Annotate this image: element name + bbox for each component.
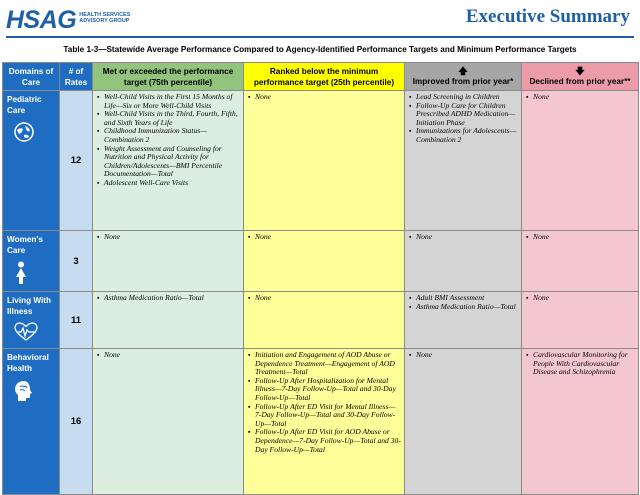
measure-list bbox=[522, 91, 638, 104]
measure-list bbox=[405, 231, 521, 244]
measure-list bbox=[405, 349, 521, 362]
measure-list bbox=[93, 349, 243, 362]
measure-list bbox=[405, 91, 521, 147]
measure-item: ▪ None bbox=[97, 351, 240, 360]
header-below-minimum: Ranked below the minimum performance target (25th percentile) bbox=[244, 63, 405, 91]
measure-item: ▪ Lead Screening in Children bbox=[409, 93, 518, 102]
header-domains: Domains of Care bbox=[3, 63, 60, 91]
logo-tagline-line-2: ADVISORY GROUP bbox=[79, 18, 130, 24]
measure-item: ▪ None bbox=[409, 351, 518, 360]
table-row bbox=[3, 349, 639, 495]
performance-table bbox=[2, 62, 639, 495]
improved-cell bbox=[405, 292, 522, 349]
logo-wordmark: HSAG bbox=[6, 6, 77, 34]
brain-icon bbox=[13, 379, 55, 406]
measure-list bbox=[244, 231, 404, 244]
header-met-target: Met or exceeded the performance target (75th percentile) bbox=[93, 63, 244, 91]
table-row bbox=[3, 231, 639, 292]
header-declined-label: Declined from prior year** bbox=[529, 76, 631, 86]
measure-item: ▪ Follow-Up After ED Visit for AOD Abuse or Dependence—7-Day Follow-Up—Total and 30-Day Follow-Up—Total bbox=[248, 428, 401, 454]
globe-icon bbox=[13, 121, 55, 146]
table-header-row bbox=[3, 63, 639, 91]
measure-item: ▪ Adult BMI Assessment bbox=[409, 294, 518, 303]
woman-icon bbox=[13, 261, 55, 288]
header-improved-label: Improved from prior year* bbox=[412, 76, 514, 86]
page-title: Executive Summary bbox=[465, 6, 630, 27]
measure-item: ▪ Childhood Immunization Status—Combination 2 bbox=[97, 127, 240, 144]
below-cell bbox=[244, 231, 405, 292]
domain-cell bbox=[3, 91, 60, 231]
domain-label: Living With Illness bbox=[7, 296, 52, 316]
arrow-down-icon: 🡇 bbox=[575, 65, 585, 76]
domain-label: Pediatric Care bbox=[7, 95, 42, 115]
measure-item: ▪ None bbox=[248, 294, 401, 303]
measure-item: ▪ None bbox=[526, 233, 635, 242]
measure-item: ▪ None bbox=[248, 233, 401, 242]
domain-cell bbox=[3, 349, 60, 495]
measure-item: ▪ Well-Child Visits in the First 15 Months of Life—Six or More Well-Child Visits bbox=[97, 93, 240, 110]
measure-item: ▪ Well-Child Visits in the Third, Fourth, Fifth, and Sixth Years of Life bbox=[97, 110, 240, 127]
measure-list bbox=[93, 231, 243, 244]
measure-item: ▪ Follow-Up After Hospitalization for Mental Illness—7-Day Follow-Up—Total and 30-Day Follow-Up—Total bbox=[248, 377, 401, 403]
header-improved bbox=[405, 63, 522, 91]
table-row bbox=[3, 91, 639, 231]
improved-cell bbox=[405, 231, 522, 292]
rate-count: 3 bbox=[60, 231, 93, 292]
improved-cell bbox=[405, 349, 522, 495]
declined-cell bbox=[522, 292, 639, 349]
measure-item: ▪ Follow-Up Care for Children Prescribed ADHD Medication—Initiation Phase bbox=[409, 102, 518, 128]
measure-list bbox=[522, 349, 638, 379]
rate-count: 11 bbox=[60, 292, 93, 349]
header-declined bbox=[522, 63, 639, 91]
measure-list bbox=[244, 91, 404, 104]
rate-count: 16 bbox=[60, 349, 93, 495]
table-body bbox=[3, 91, 639, 495]
domain-cell bbox=[3, 231, 60, 292]
measure-item: ▪ None bbox=[526, 294, 635, 303]
declined-cell bbox=[522, 231, 639, 292]
declined-cell bbox=[522, 349, 639, 495]
met-cell bbox=[93, 292, 244, 349]
below-cell bbox=[244, 349, 405, 495]
header-rates: # of Rates bbox=[60, 63, 93, 91]
domain-label: Behavioral Health bbox=[7, 353, 49, 373]
measure-list bbox=[405, 292, 521, 313]
domain-label: Women's Care bbox=[7, 235, 43, 255]
header-divider bbox=[6, 36, 634, 38]
met-cell bbox=[93, 91, 244, 231]
rate-count: 12 bbox=[60, 91, 93, 231]
measure-item: ▪ None bbox=[409, 233, 518, 242]
measure-item: ▪ None bbox=[526, 93, 635, 102]
logo-tagline-line-1: HEALTH SERVICES bbox=[79, 12, 131, 18]
measure-list bbox=[522, 231, 638, 244]
measure-item: ▪ Weight Assessment and Counseling for Nutrition and Physical Activity for Children/Adolescents—BMI Percentile Documentation—Total bbox=[97, 145, 240, 179]
heartbeat-icon bbox=[13, 322, 55, 345]
measure-item: ▪ Asthma Medication Ratio—Total bbox=[409, 303, 518, 312]
met-cell bbox=[93, 349, 244, 495]
measure-item: ▪ Immunizations for Adolescents—Combination 2 bbox=[409, 127, 518, 144]
measure-item: ▪ Follow-Up After ED Visit for Mental Illness—7-Day Follow-Up—Total and 30-Day Follow-Up—Total bbox=[248, 403, 401, 429]
improved-cell bbox=[405, 91, 522, 231]
measure-item: ▪ Asthma Medication Ratio—Total bbox=[97, 294, 240, 303]
met-cell bbox=[93, 231, 244, 292]
table-row bbox=[3, 292, 639, 349]
hsag-logo bbox=[6, 8, 130, 32]
measure-list bbox=[93, 292, 243, 305]
measure-list bbox=[244, 292, 404, 305]
below-cell bbox=[244, 292, 405, 349]
measure-item: ▪ None bbox=[97, 233, 240, 242]
measure-list bbox=[244, 349, 404, 456]
measure-item: ▪ Adolescent Well-Care Visits bbox=[97, 179, 240, 188]
arrow-up-icon: 🡅 bbox=[458, 65, 468, 76]
measure-item: ▪ Initiation and Engagement of AOD Abuse or Dependence Treatment—Engagement of AOD Treatment—Total bbox=[248, 351, 401, 377]
declined-cell bbox=[522, 91, 639, 231]
measure-list bbox=[522, 292, 638, 305]
domain-cell bbox=[3, 292, 60, 349]
measure-list bbox=[93, 91, 243, 190]
below-cell bbox=[244, 91, 405, 231]
measure-item: ▪ None bbox=[248, 93, 401, 102]
logo-tagline bbox=[79, 12, 130, 24]
table-caption: Table 1-3—Statewide Average Performance Compared to Agency-Identified Performance Targets and Minimum Performance Targets bbox=[63, 45, 577, 54]
measure-item: ▪ Cardiovascular Monitoring for People With Cardiovascular Disease and Schizophrenia bbox=[526, 351, 635, 377]
